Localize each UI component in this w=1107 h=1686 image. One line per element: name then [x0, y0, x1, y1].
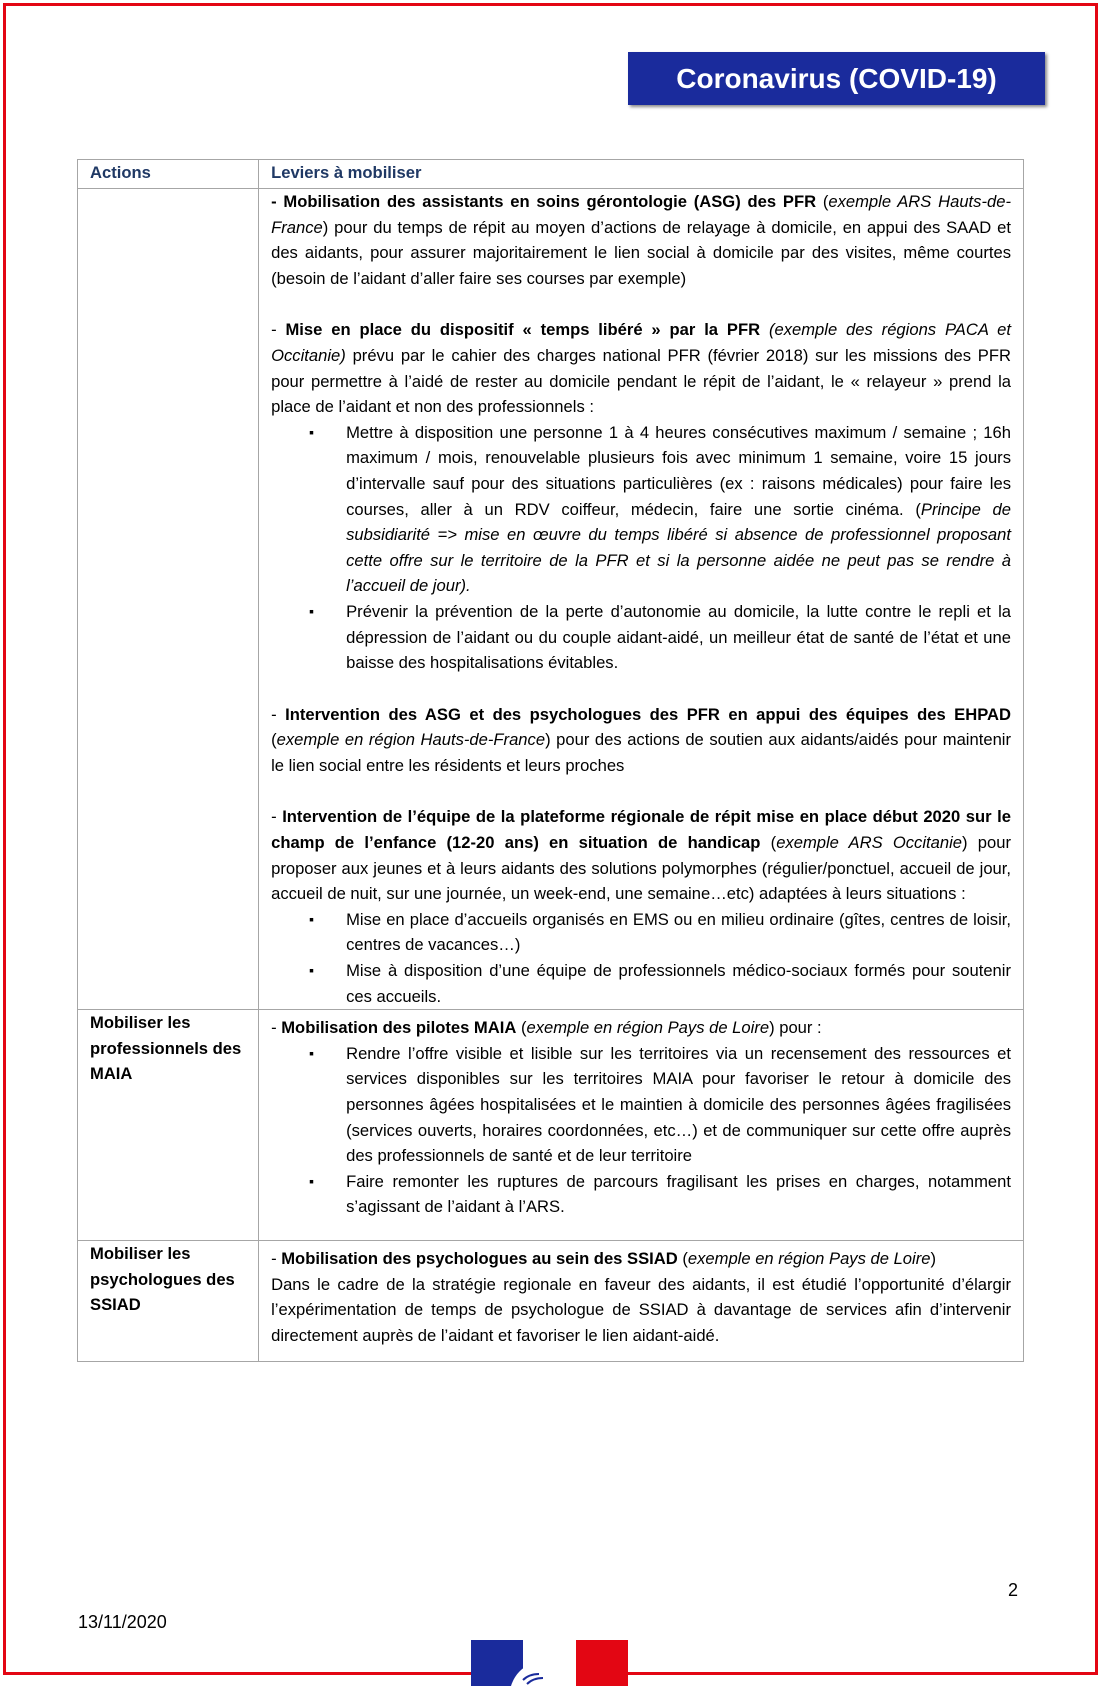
list-item: ▪ Prévenir la prévention de la perte d’autonomie au domicile, la lutte contre le repli et la dépression de l’aidant ou du couple aidant-aidé, un meilleur état de santé de l’état et une baisse des hospitalisations évitables.: [346, 599, 1011, 676]
list-item: ▪ Faire remonter les ruptures de parcours fragilisant les prises en charges, notamment s’agissant de l’aidant à l’ARS.: [346, 1169, 1011, 1220]
ssiad-dash: -: [271, 1249, 282, 1269]
ehpad-example: exemple en région Hauts-de-France: [276, 730, 546, 750]
paragraph-ehpad: [271, 702, 1011, 779]
tl-bullet1-italic: Principe de subsidiarité => mise en œuvre du temps libéré si absence de professionnel proposant cette offre sur le territoire de la PFR et si la personne aidée ne peut pas se rendre à l’accueil de jour).: [346, 499, 1011, 596]
row-content-pfr: [259, 189, 1024, 1010]
tl-space: [760, 320, 769, 339]
list-item: [346, 420, 1011, 599]
maia-example: exemple en région Pays de Loire: [526, 1018, 770, 1038]
ssiad-text-b: ): [930, 1249, 937, 1269]
tl-text: prévu par le cahier des charges national PFR (février 2018) sur les missions des PFR pour permettre à l’aidé de rester au domicile pendant le répit de l’aidant, le « relayeur » prend la place de l’aidant et non des professionnels :: [271, 345, 1011, 417]
list-plateforme: [271, 907, 1011, 1009]
list-item: ▪ Mise en place d’accueils organisés en EMS ou en milieu ordinaire (gîtes, centres de loisir, centres de vacances…): [346, 907, 1011, 958]
table-row-pfr: [78, 189, 1024, 1010]
plat-heading: Intervention de l’équipe de la plateforme régionale de répit mise en place début 2020 sur le champ de l’enfance (12-20 ans) en situation de handicap: [271, 807, 1012, 853]
asg-text-a: (: [816, 192, 829, 211]
paragraph-ssiad: [271, 1246, 1011, 1272]
asg-heading: - Mobilisation des assistants en soins gérontologie (ASG) des PFR: [271, 192, 817, 211]
tl-heading: Mise en place du dispositif « temps libéré » par la PFR: [285, 320, 761, 340]
ehpad-heading: Intervention des ASG et des psychologues des PFR en appui des équipes des EHPAD: [285, 704, 1011, 724]
list-temps-libere: [271, 420, 1011, 676]
asg-text-b: ) pour du temps de répit au moyen d’actions de relayage à domicile, en appui des SAAD et des aidants, pour assurer majoritairement le lien social à domicile par des visites, même courtes (besoin de l’aidant d’aller faire ses courses par exemple): [271, 217, 1011, 288]
row-label-ssiad: Mobiliser les psychologues des SSIAD: [78, 1241, 259, 1362]
plat-dash: -: [271, 807, 283, 827]
actions-table: [77, 159, 1024, 1362]
ssiad-example: exemple en région Pays de Loire: [687, 1249, 931, 1269]
table-row-ssiad: [78, 1241, 1024, 1362]
tl-dash: -: [271, 320, 286, 340]
paragraph-temps-libere: [271, 317, 1011, 419]
paragraph-maia: [271, 1015, 1011, 1041]
maia-text-a: (: [516, 1018, 527, 1038]
col-header-leviers: Leviers à mobiliser: [259, 160, 1024, 189]
row-label-maia: Mobiliser les professionnels des MAIA: [78, 1010, 259, 1241]
ssiad-heading: Mobilisation des psychologues au sein des SSIAD: [281, 1249, 678, 1269]
col-header-actions: Actions: [78, 160, 259, 189]
ssiad-text-a: (: [677, 1249, 688, 1269]
page-number: 2: [1008, 1580, 1019, 1600]
table-header-row: [78, 160, 1024, 189]
plat-text-a: (: [760, 833, 777, 853]
badge-title: Coronavirus (COVID-19): [676, 62, 997, 94]
list-item: ▪ Rendre l’offre visible et lisible sur les territoires via un recensement des ressources et services disponibles sur les territoires MAIA pour favoriser le retour à domicile des personnes âgées hospitalisées et le maintien à domicile des personnes âgées fragilisées (services ouverts, horaires coordonnées, etc…) et de communiquer sur cette offre auprès des professionnels de santé et de leur territoire: [346, 1041, 1011, 1169]
ehpad-dash: -: [271, 704, 286, 724]
row-content-maia: [259, 1010, 1024, 1241]
list-item: ▪ Mise à disposition d’une équipe de professionnels médico-sociaux formés pour soutenir ces accueils.: [346, 958, 1011, 1009]
marianne-logo-icon: [471, 1640, 628, 1686]
table-row-maia: [78, 1010, 1024, 1241]
asg-example: exemple ARS Hauts-de-France: [271, 192, 1011, 237]
ehpad-text-a: (: [271, 730, 277, 750]
tl-example: (exemple des régions PACA et Occitanie): [271, 320, 1011, 365]
tl-bullet1-text: Mettre à disposition une personne 1 à 4 heures consécutives maximum / semaine ; 16h maximum / mois, renouvelable plusieurs fois avec minimum 1 semaine, voire 15 jours d’intervalle sauf pour des situations particulières (ex : raisons médicales) pour faire les courses, aller à un RDV coiffeur, médecin, faire une sortie cinéma. (: [346, 422, 1011, 519]
maia-text-b: ) pour :: [769, 1018, 822, 1038]
maia-heading: Mobilisation des pilotes MAIA: [281, 1018, 517, 1038]
document-date: 13/11/2020: [78, 1612, 167, 1632]
plat-example: exemple ARS Occitanie: [776, 833, 963, 853]
row-label-empty: [78, 189, 259, 1010]
paragraph-ssiad-body: Dans le cadre de la stratégie regionale en faveur des aidants, il est étudié l’opportunité d’élargir l’expérimentation de temps de psychologue de SSIAD à davantage de services afin d’intervenir directement auprès de l’aidant et favoriser le lien aidant-aidé.: [271, 1274, 1011, 1345]
ehpad-text-b: ) pour des actions de soutien aux aidants/aidés pour maintenir le lien social entre les résidents et leurs proches: [271, 730, 1012, 775]
covid-badge: [628, 52, 1045, 105]
paragraph-asg: [271, 189, 1011, 291]
paragraph-plateforme: [271, 804, 1011, 906]
list-maia: [271, 1041, 1011, 1220]
row-content-ssiad: [259, 1241, 1024, 1362]
plat-text-b: ) pour proposer aux jeunes et à leurs aidants des solutions polymorphes (régulier/ponctuel, accueil de jour, accueil de nuit, sur une journée, un week-end, une semaine…etc) adaptées à leurs situations :: [271, 833, 1011, 904]
maia-dash: -: [271, 1018, 282, 1038]
